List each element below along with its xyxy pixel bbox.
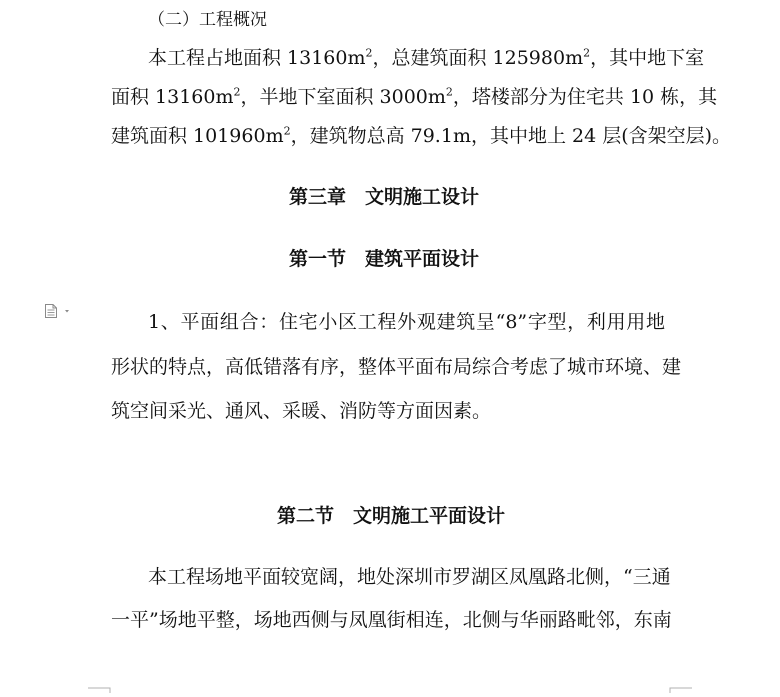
paragraph-line: 形状的特点，高低错落有序，整体平面布局综合考虑了城市环境、建 [111,356,682,378]
chapter-title: 第三章 文明施工设计 [289,186,480,208]
section-header: （二）工程概况 [148,10,267,30]
paragraph-line: 面积 $13160m^2$，半地下室面积 $3000m^2$，塔楼部分为住宅共 10 栋，其 [111,85,718,108]
paragraph-line: 1、平面组合：住宅小区工程外观建筑呈“8”字型，利用用地 [148,311,665,333]
paragraph-line: 建筑面积 $101960m^2$，建筑物总高 79.1m，其中地上 24 层(含架空层)。 [111,124,732,147]
section-title: 第二节 文明施工平面设计 [277,505,506,527]
section-title: 第一节 建筑平面设计 [289,248,480,270]
document-options-icon[interactable] [44,303,72,319]
paragraph-line: 本工程场地平面较宽阔，地处深圳市罗湖区凤凰路北侧，“三通 [148,566,671,588]
paragraph-line: 本工程占地面积 $13160m^2$，总建筑面积 $125980m^2$，其中地下室 [148,46,705,69]
paragraph-line: 一平”场地平整，场地西侧与凤凰街相连，北侧与华丽路毗邻，东南 [111,609,672,631]
page-corner-mark [88,678,112,684]
page-corner-mark [668,678,692,684]
paragraph-line: 筑空间采光、通风、采暖、消防等方面因素。 [111,400,492,422]
